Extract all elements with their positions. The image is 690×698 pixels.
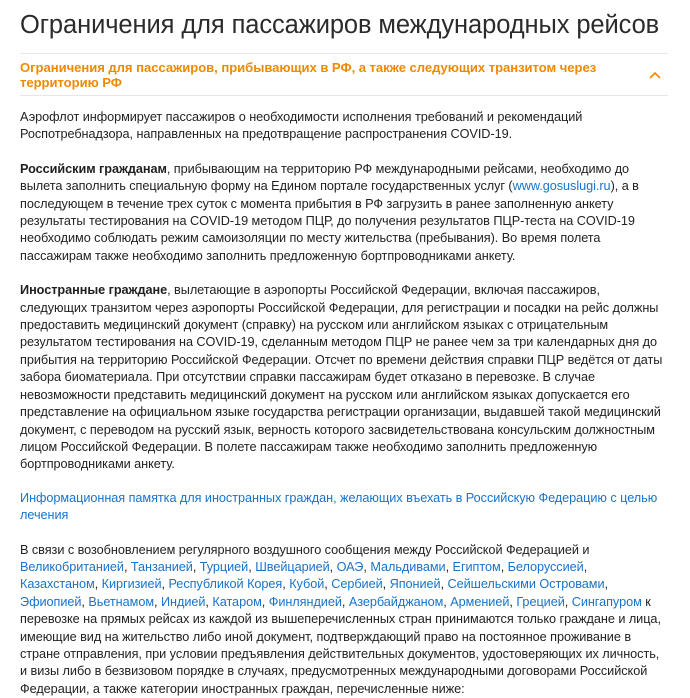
country-separator: , — [154, 594, 161, 609]
gosuslugi-link[interactable]: www.gosuslugi.ru — [512, 179, 611, 194]
country-link[interactable]: Киргизией — [101, 577, 162, 592]
memo-paragraph — [20, 490, 668, 525]
country-link[interactable]: Казахстаном — [20, 577, 95, 592]
accordion-title[interactable]: Ограничения для пассажиров, прибывающих в РФ, а также следующих транзитом через территорию РФ — [20, 59, 597, 90]
foreign-citizens-paragraph — [20, 282, 668, 473]
country-link[interactable]: Республикой Корея — [168, 577, 283, 592]
country-link[interactable]: Японией — [389, 577, 441, 592]
russian-citizens-text-1: , прибывающим на территорию РФ международными рейсами, необходимо до вылета заполнить специальную форму на Едином портале государственных услуг ( — [20, 161, 630, 194]
accordion-header[interactable] — [20, 53, 668, 96]
country-separator: , — [94, 577, 102, 592]
country-link[interactable]: Мальдивами — [370, 559, 446, 574]
country-link[interactable]: Сербией — [331, 577, 383, 592]
country-separator: , — [341, 594, 349, 609]
country-link[interactable]: Азербайджаном — [348, 594, 444, 609]
country-separator: , — [443, 594, 451, 609]
country-link[interactable]: Сейшельскими Островами — [447, 577, 605, 592]
country-separator: , — [440, 577, 448, 592]
intro-paragraph: Аэрофлот информирует пассажиров о необходимости исполнения требований и рекомендаций Роспотребнадзора, направленных на предотвращение распространения COVID-19. — [20, 110, 583, 142]
countries-text-before: В связи с возобновлением регулярного воздушного сообщения между Российской Федерацией и — [20, 542, 590, 557]
country-link[interactable]: Швейцарией — [255, 559, 330, 574]
russian-citizens-text-2: ), а в последующем в течение трех суток с момента прибытия в РФ загрузить в ранее заполненную анкету результаты тестирования на COVID-19 методом ПЦР, до получения результатов ПЦР-теста на COVID-19 необходимо соблюдать режим самоизоляции по месту жительства (пребывания). Во время полета пассажирам также необходимо заполнить предложенную бортпроводниками анкету. — [20, 179, 639, 263]
country-separator: , — [248, 559, 256, 574]
country-separator: , — [564, 594, 572, 609]
country-link[interactable]: Турцией — [199, 559, 249, 574]
country-separator: , — [192, 559, 200, 574]
country-links — [20, 560, 642, 609]
country-separator: , — [445, 559, 453, 574]
russian-citizens-heading: Российским гражданам — [20, 161, 167, 176]
page-title: Ограничения для пассажиров международных рейсов — [20, 11, 660, 39]
country-separator: , — [500, 559, 508, 574]
country-link[interactable]: Арменией — [450, 594, 510, 609]
country-link[interactable]: Египтом — [452, 559, 501, 574]
country-separator: , — [604, 577, 608, 592]
country-separator: , — [382, 577, 390, 592]
country-link[interactable]: Великобританией — [20, 559, 124, 574]
country-link[interactable]: Грецией — [516, 594, 565, 609]
accordion-content — [20, 109, 668, 698]
country-separator: , — [363, 559, 371, 574]
country-separator: , — [583, 559, 588, 574]
country-separator: , — [261, 594, 269, 609]
country-link[interactable]: Вьетнамом — [88, 594, 154, 609]
country-link[interactable]: Катаром — [212, 594, 262, 609]
country-link[interactable]: Эфиопией — [20, 594, 82, 609]
foreign-citizens-text: , вылетающие в аэропорты Российской Федерации, включая пассажиров, следующих транзитом через аэропорты Российской Федерации, для регистрации и посадки на рейс должны предоставить медицинский документ (справку) на русском или английском языках с отрицательным результатом тестирования на COVID-19, сделанным методом ПЦР не ранее чем за три календарных дня до прибытия на территорию Российской Федерации. Отсчет по времени действия справки ПЦР ведётся от даты забора биоматериала. При отсутствии справки пассажирам будет отказано в перевозке. В случае невозможности представить медицинский документ на русском или английском языках допускается его представление на официальном языке государства регистрации организации, выдавшей такой медицинский документ, с переводом на русский язык, верность которого засвидетельствована консульским должностным лицом Российской Федерации. В полете пассажирам также необходимо заполнить предложенную бортпроводниками анкету. — [20, 283, 663, 472]
country-separator: , — [123, 559, 131, 574]
country-link[interactable]: Танзанией — [130, 559, 193, 574]
country-link[interactable]: Финляндией — [268, 594, 342, 609]
countries-text-after: к перевозке на прямых рейсах из каждой из вышеперечисленных стран принимаются только граждане и лица, имеющие вид на жительство либо иной документ, подтверждающий право на постоянное проживание в стране отправления, при условии предъявления действительных документов, удостоверяющих их личность, и визы либо в безвизовом порядке в случаях, предусмотренных международными договорами Российской Федерации, а также категории иностранных граждан, перечисленные ниже: — [20, 594, 661, 696]
country-separator: , — [81, 594, 89, 609]
country-link[interactable]: Кубой — [289, 577, 325, 592]
chevron-up-icon[interactable] — [648, 68, 662, 82]
foreign-citizens-heading: Иностранные граждане — [20, 283, 168, 298]
country-link[interactable]: Сингапуром — [571, 594, 642, 609]
country-separator: , — [205, 594, 213, 609]
countries-paragraph — [20, 542, 668, 698]
country-link[interactable]: ОАЭ — [336, 559, 364, 574]
country-link[interactable]: Индией — [160, 594, 206, 609]
russian-citizens-paragraph — [20, 161, 668, 265]
country-link[interactable]: Белоруссией — [507, 559, 584, 574]
country-separator: , — [509, 594, 517, 609]
country-separator: , — [329, 559, 337, 574]
medical-memo-link[interactable]: Информационная памятка для иностранных граждан, желающих въехать в Российскую Федерацию с целью лечения — [20, 490, 658, 523]
country-separator: , — [161, 577, 169, 592]
country-separator: , — [324, 577, 332, 592]
country-separator: , — [282, 577, 290, 592]
